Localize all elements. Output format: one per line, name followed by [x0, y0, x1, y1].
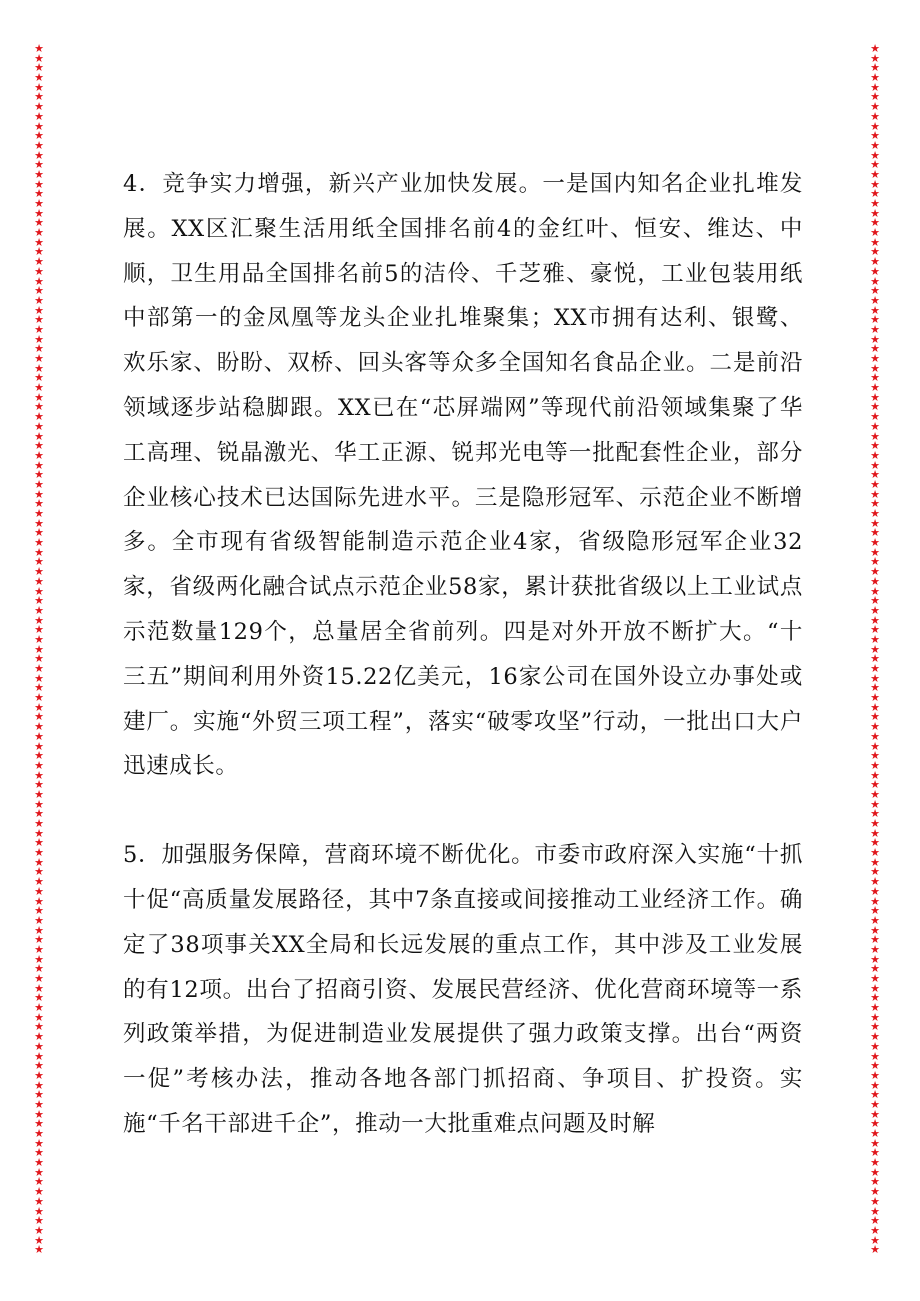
star-icon: ★: [34, 352, 44, 365]
star-icon: ★: [34, 1146, 44, 1160]
star-icon: ★: [34, 100, 44, 114]
star-icon: ★: [34, 952, 44, 966]
star-icon: ★: [870, 662, 880, 675]
star-icon: ★: [870, 681, 880, 695]
star-icon: ★: [34, 817, 44, 830]
star-icon: ★: [870, 817, 880, 830]
star-icon: ★: [34, 778, 44, 792]
star-icon: ★: [870, 448, 880, 462]
star-icon: ★: [34, 884, 44, 898]
star-icon: ★: [870, 361, 880, 375]
star-icon: ★: [870, 991, 880, 1005]
star-icon: ★: [34, 1156, 44, 1170]
star-icon: ★: [34, 691, 44, 705]
star-icon: ★: [34, 739, 44, 753]
star-icon: ★: [870, 749, 880, 763]
star-icon: ★: [34, 942, 44, 956]
star-icon: ★: [870, 865, 880, 879]
star-icon: ★: [34, 1068, 44, 1082]
star-icon: ★: [34, 894, 44, 908]
paragraph-service-guarantee: 5．加强服务保障，营商环境不断优化。市委市政府深入实施“十抓十促“高质量发展路径，其中7条直接或间接推动工业经济工作。确定了38项事关XX全局和长远发展的重点工作，其中涉及工业发展的有12项。出台了招商引资、发展民营经济、优化营商环境等一系列政策举措，为促进制造业发展提供了强力政策支撑。出台“两资一促”考核办法，推动各地各部门抓招商、争项目、扩投资。实施“千名干部进千企”，推动一大批重难点问题及时解: [123, 842, 803, 1137]
star-icon: ★: [870, 129, 880, 143]
star-icon: ★: [870, 526, 880, 540]
star-icon: ★: [870, 545, 880, 559]
star-icon: ★: [34, 158, 44, 172]
star-icon: ★: [870, 565, 880, 579]
star-icon: ★: [870, 187, 880, 201]
star-icon: ★: [870, 710, 880, 724]
star-icon: ★: [34, 429, 44, 443]
star-icon: ★: [34, 1001, 44, 1015]
star-icon: ★: [870, 458, 880, 472]
star-icon: ★: [870, 1175, 880, 1189]
star-icon: ★: [34, 216, 44, 230]
star-icon: ★: [34, 303, 44, 317]
star-icon: ★: [34, 1175, 44, 1189]
star-icon: ★: [34, 1049, 44, 1063]
star-icon: ★: [34, 700, 44, 714]
star-icon: ★: [34, 293, 44, 307]
star-icon: ★: [870, 138, 880, 152]
star-icon: ★: [870, 51, 880, 65]
star-icon: ★: [870, 584, 880, 598]
star-icon: ★: [34, 1233, 44, 1247]
star-icon: ★: [870, 284, 880, 298]
star-icon: ★: [870, 555, 880, 569]
star-icon: ★: [34, 497, 44, 511]
star-icon: ★: [870, 758, 880, 772]
star-icon: ★: [870, 1117, 880, 1131]
star-icon: ★: [34, 322, 44, 336]
star-icon: ★: [34, 477, 44, 491]
star-icon: ★: [870, 216, 880, 230]
star-icon: ★: [34, 1078, 44, 1092]
star-icon: ★: [870, 507, 880, 520]
star-icon: ★: [34, 632, 44, 646]
star-icon: ★: [34, 80, 44, 94]
star-icon: ★: [34, 613, 44, 627]
star-icon: ★: [34, 545, 44, 559]
star-icon: ★: [34, 1223, 44, 1237]
star-icon: ★: [34, 226, 44, 240]
star-icon: ★: [870, 942, 880, 956]
star-icon: ★: [870, 1107, 880, 1121]
star-icon: ★: [34, 875, 44, 889]
star-icon: ★: [34, 1214, 44, 1228]
star-icon: ★: [870, 846, 880, 860]
star-icon: ★: [34, 536, 44, 550]
star-icon: ★: [870, 1214, 880, 1228]
star-icon: ★: [870, 855, 880, 869]
star-icon: ★: [870, 720, 880, 734]
star-icon: ★: [34, 1088, 44, 1102]
star-icon: ★: [34, 507, 44, 520]
star-icon: ★: [870, 1088, 880, 1102]
star-icon: ★: [34, 342, 44, 356]
star-icon: ★: [870, 797, 880, 811]
star-icon: ★: [870, 1039, 880, 1053]
star-icon: ★: [34, 1097, 44, 1111]
star-icon: ★: [870, 1020, 880, 1034]
star-icon: ★: [34, 235, 44, 249]
star-icon: ★: [34, 148, 44, 162]
star-icon: ★: [34, 594, 44, 608]
star-icon: ★: [34, 419, 44, 433]
star-icon: ★: [34, 245, 44, 259]
star-icon: ★: [34, 758, 44, 772]
star-icon: ★: [34, 584, 44, 598]
star-icon: ★: [870, 1185, 880, 1199]
star-icon: ★: [870, 1233, 880, 1247]
star-icon: ★: [870, 652, 880, 666]
star-icon: ★: [34, 1107, 44, 1121]
star-icon: ★: [870, 894, 880, 908]
star-icon: ★: [870, 913, 880, 927]
star-icon: ★: [870, 1204, 880, 1218]
star-icon: ★: [870, 884, 880, 898]
star-icon: ★: [870, 226, 880, 240]
star-icon: ★: [870, 177, 880, 191]
star-icon: ★: [34, 768, 44, 782]
star-icon: ★: [870, 904, 880, 918]
star-icon: ★: [870, 487, 880, 501]
star-icon: ★: [870, 245, 880, 259]
paragraph-competitiveness: 4．竞争实力增强，新兴产业加快发展。一是国内知名企业扎堆发展。XX区汇聚生活用纸全国排名前4的金红叶、恒安、维达、中顺，卫生用品全国排名前5的洁伶、千芝雅、豪悦，工业包装用纸中部第一的金凤凰等龙头企业扎堆聚集；XX市拥有达利、银鹭、欢乐家、盼盼、双桥、回头客等众多全国知名食品企业。二是前沿领域逐步站稳脚跟。XX已在“芯屏端网”等现代前沿领域集聚了华工高理、锐晶激光、华工正源、锐邦光电等一批配套性企业，部分企业核心技术已达国际先进水平。三是隐形冠军、示范企业不断增多。全市现有省级智能制造示范企业4家，省级隐形冠军企业32家，省级两化融合试点示范企业58家，累计获批省级以上工业试点示范数量129个，总量居全省前列。四是对外开放不断扩大。“十三五”期间利用外资15.22亿美元，16家公司在国外设立办事处或建厂。实施“外贸三项工程”，落实“破零攻坚”行动，一批出口大户迅速成长。: [123, 171, 803, 780]
star-icon: ★: [870, 613, 880, 627]
star-icon: ★: [34, 962, 44, 976]
left-star-border: [33, 44, 45, 1259]
star-icon: ★: [34, 933, 44, 947]
star-icon: ★: [34, 1020, 44, 1034]
star-icon: ★: [34, 555, 44, 569]
star-icon: ★: [34, 516, 44, 530]
star-icon: ★: [870, 1010, 880, 1024]
star-icon: ★: [870, 322, 880, 336]
star-icon: ★: [870, 197, 880, 210]
star-icon: ★: [870, 410, 880, 424]
star-icon: ★: [34, 71, 44, 85]
star-icon: ★: [34, 1127, 44, 1140]
star-icon: ★: [34, 865, 44, 879]
star-icon: ★: [870, 342, 880, 356]
star-icon: ★: [34, 904, 44, 918]
star-icon: ★: [870, 1243, 880, 1257]
star-icon: ★: [870, 623, 880, 637]
star-icon: ★: [34, 1039, 44, 1053]
star-icon: ★: [870, 952, 880, 966]
star-icon: ★: [870, 429, 880, 443]
star-icon: ★: [870, 206, 880, 220]
star-icon: ★: [870, 923, 880, 937]
star-icon: ★: [870, 497, 880, 511]
star-icon: ★: [34, 1204, 44, 1218]
star-icon: ★: [870, 313, 880, 327]
star-icon: ★: [34, 855, 44, 869]
star-icon: ★: [870, 1001, 880, 1015]
star-icon: ★: [34, 448, 44, 462]
star-icon: ★: [870, 419, 880, 433]
star-icon: ★: [870, 700, 880, 714]
star-icon: ★: [870, 1136, 880, 1150]
star-icon: ★: [870, 303, 880, 317]
star-icon: ★: [870, 875, 880, 889]
star-icon: ★: [34, 603, 44, 617]
star-icon: ★: [870, 439, 880, 453]
star-icon: ★: [34, 371, 44, 385]
star-icon: ★: [34, 284, 44, 298]
star-icon: ★: [870, 691, 880, 705]
star-icon: ★: [870, 768, 880, 782]
star-icon: ★: [34, 710, 44, 724]
star-icon: ★: [870, 293, 880, 307]
star-icon: ★: [34, 972, 44, 985]
star-icon: ★: [870, 158, 880, 172]
star-icon: ★: [870, 381, 880, 395]
star-icon: ★: [870, 371, 880, 385]
star-icon: ★: [870, 981, 880, 995]
star-icon: ★: [870, 61, 880, 75]
star-icon: ★: [870, 516, 880, 530]
star-icon: ★: [34, 681, 44, 695]
star-icon: ★: [34, 410, 44, 424]
star-icon: ★: [870, 1049, 880, 1063]
star-icon: ★: [34, 167, 44, 181]
star-icon: ★: [870, 90, 880, 104]
star-icon: ★: [870, 477, 880, 491]
star-icon: ★: [34, 1194, 44, 1208]
star-icon: ★: [34, 313, 44, 327]
star-icon: ★: [34, 1243, 44, 1257]
star-icon: ★: [870, 264, 880, 278]
star-icon: ★: [34, 129, 44, 143]
star-icon: ★: [34, 119, 44, 133]
star-icon: ★: [34, 487, 44, 501]
star-icon: ★: [870, 71, 880, 85]
star-icon: ★: [870, 962, 880, 976]
star-icon: ★: [34, 187, 44, 201]
star-icon: ★: [870, 352, 880, 365]
star-icon: ★: [870, 100, 880, 114]
star-icon: ★: [34, 468, 44, 482]
star-icon: ★: [34, 652, 44, 666]
star-icon: ★: [34, 1117, 44, 1131]
star-icon: ★: [870, 826, 880, 840]
star-icon: ★: [870, 1030, 880, 1044]
star-icon: ★: [870, 1194, 880, 1208]
star-icon: ★: [34, 400, 44, 414]
star-icon: ★: [870, 1059, 880, 1073]
star-icon: ★: [34, 729, 44, 743]
star-icon: ★: [870, 603, 880, 617]
star-icon: ★: [34, 526, 44, 540]
star-icon: ★: [34, 720, 44, 734]
star-icon: ★: [870, 787, 880, 801]
star-icon: ★: [870, 255, 880, 269]
star-icon: ★: [34, 991, 44, 1005]
star-icon: ★: [34, 787, 44, 801]
star-icon: ★: [870, 807, 880, 821]
star-icon: ★: [34, 923, 44, 937]
star-icon: ★: [34, 846, 44, 860]
star-icon: ★: [870, 972, 880, 985]
star-icon: ★: [34, 1185, 44, 1199]
star-icon: ★: [34, 439, 44, 453]
star-icon: ★: [870, 739, 880, 753]
star-icon: ★: [34, 826, 44, 840]
star-icon: ★: [34, 274, 44, 288]
star-icon: ★: [870, 933, 880, 947]
star-icon: ★: [870, 119, 880, 133]
star-icon: ★: [34, 264, 44, 278]
star-icon: ★: [870, 778, 880, 792]
star-icon: ★: [34, 361, 44, 375]
star-icon: ★: [870, 400, 880, 414]
star-icon: ★: [34, 177, 44, 191]
star-icon: ★: [34, 332, 44, 346]
star-icon: ★: [870, 1223, 880, 1237]
star-icon: ★: [34, 671, 44, 685]
star-icon: ★: [34, 44, 44, 55]
star-icon: ★: [870, 1068, 880, 1082]
star-icon: ★: [870, 274, 880, 288]
star-icon: ★: [870, 468, 880, 482]
star-icon: ★: [34, 662, 44, 675]
star-icon: ★: [34, 90, 44, 104]
star-icon: ★: [34, 574, 44, 588]
star-icon: ★: [34, 1010, 44, 1024]
star-icon: ★: [870, 574, 880, 588]
star-icon: ★: [34, 61, 44, 75]
star-icon: ★: [870, 109, 880, 123]
star-icon: ★: [34, 381, 44, 395]
star-icon: ★: [870, 1156, 880, 1170]
star-icon: ★: [870, 1146, 880, 1160]
star-icon: ★: [870, 594, 880, 608]
star-icon: ★: [870, 1097, 880, 1111]
star-icon: ★: [34, 797, 44, 811]
star-icon: ★: [870, 148, 880, 162]
document-body: [123, 162, 803, 1147]
star-icon: ★: [870, 1078, 880, 1092]
star-icon: ★: [870, 671, 880, 685]
star-icon: ★: [870, 235, 880, 249]
star-icon: ★: [34, 1030, 44, 1044]
star-icon: ★: [34, 51, 44, 65]
star-icon: ★: [870, 332, 880, 346]
star-icon: ★: [34, 565, 44, 579]
star-icon: ★: [870, 632, 880, 646]
star-icon: ★: [870, 642, 880, 656]
star-icon: ★: [34, 197, 44, 210]
star-icon: ★: [870, 536, 880, 550]
star-icon: ★: [870, 44, 880, 55]
star-icon: ★: [34, 1165, 44, 1179]
star-icon: ★: [34, 1136, 44, 1150]
star-icon: ★: [870, 167, 880, 181]
star-icon: ★: [34, 913, 44, 927]
star-icon: ★: [34, 749, 44, 763]
star-icon: ★: [34, 206, 44, 220]
star-icon: ★: [870, 836, 880, 850]
star-icon: ★: [870, 80, 880, 94]
star-icon: ★: [34, 981, 44, 995]
star-icon: ★: [34, 138, 44, 152]
star-icon: ★: [34, 255, 44, 269]
star-icon: ★: [870, 729, 880, 743]
star-icon: ★: [34, 390, 44, 404]
star-icon: ★: [34, 623, 44, 637]
star-icon: ★: [34, 1059, 44, 1073]
star-icon: ★: [34, 458, 44, 472]
star-icon: ★: [34, 807, 44, 821]
star-icon: ★: [34, 836, 44, 850]
star-icon: ★: [34, 642, 44, 656]
star-icon: ★: [870, 1165, 880, 1179]
right-star-border: [869, 44, 881, 1259]
star-icon: ★: [870, 390, 880, 404]
star-icon: ★: [34, 109, 44, 123]
star-icon: ★: [870, 1127, 880, 1140]
